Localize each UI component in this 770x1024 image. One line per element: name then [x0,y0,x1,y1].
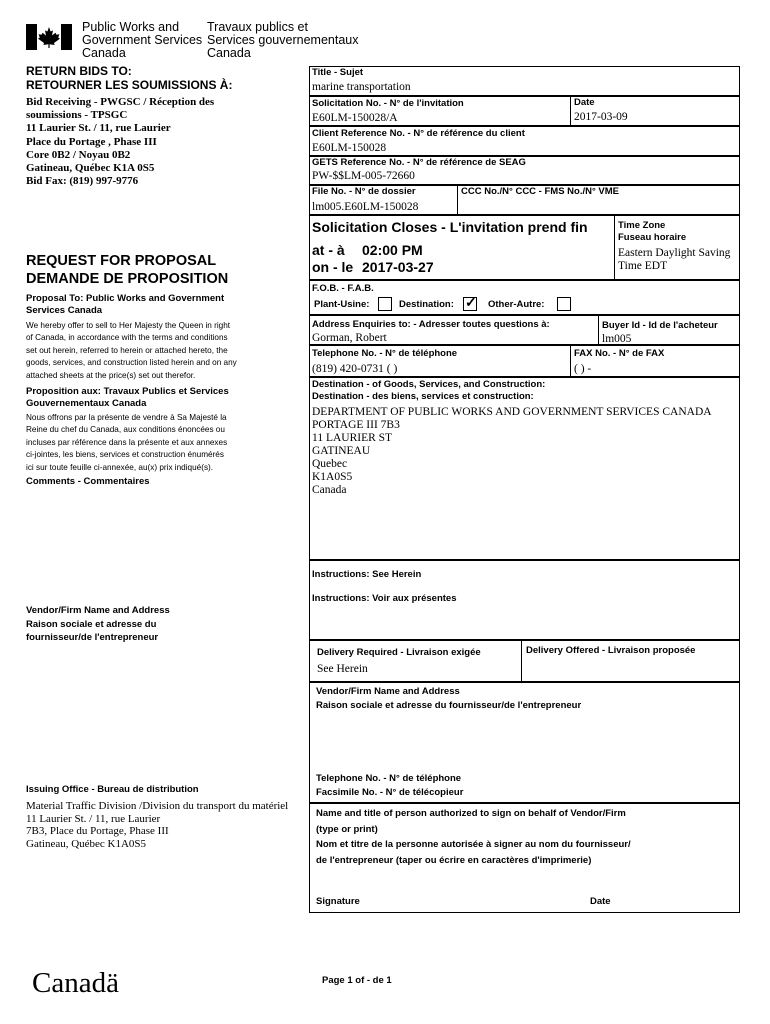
phone-fax-label: Telephone No. - N° de téléphone Facsimile No. - N° de télécopieur [316,773,464,798]
instructions-en: Instructions: See Herein [312,569,422,580]
solicitation-label: Solicitation No. - N° de l'invitation [312,98,464,109]
file-value[interactable]: lm005.E60LM-150028 [312,201,419,213]
date-value[interactable]: 2017-03-09 [574,111,628,123]
plant-checkbox[interactable] [378,297,392,311]
check-icon: ✓ [465,294,477,310]
signature-label: Signature [316,896,360,907]
file-label: File No. - N° de dossier [312,186,416,197]
department-name-en: Public Works and Government Services Canada [82,20,203,60]
other-checkbox[interactable] [557,297,571,311]
vendor-firm-label: Vendor/Firm Name and Address Raison sociale et adresse du fournisseur/de l'entrepreneur [316,686,582,711]
gets-value[interactable]: PW-$$LM-005-72660 [312,170,415,182]
return-bids-address: Bid Receiving - PWGSC / Réception des soumissions - TPSGC 11 Laurier St. / 11, rue Laurier Place du Portage , Phase III Core 0B2 / Noyau 0B2 Gatineau, Québec K1A 0S5 Bid Fax: (819) 997-9776 [26,96,215,188]
delivery-required-label: Delivery Required - Livraison exigée [317,647,481,658]
canada-flag-logo [26,24,72,50]
fax-label: FAX No. - N° de FAX [574,348,665,359]
issuing-office-address: Material Traffic Division /Division du transport du matériel 11 Laurier St. / 11, rue Laurier 7B3, Place du Portage, Phase III Gatineau, Québec K1A0S5 [26,800,289,850]
fax-value[interactable]: ( ) - [574,363,592,375]
canada-wordmark: Canadä [32,967,119,999]
comments-label: Comments - Commentaires [26,476,150,487]
destination-goods-label: Destination - of Goods, Services, and Construction: Destination - des biens, services et construction: [312,379,546,402]
rfp-title: REQUEST FOR PROPOSAL DEMANDE DE PROPOSITION [26,253,229,287]
solicitation-value[interactable]: E60LM-150028/A [312,112,398,124]
other-label: Other-Autre: [488,299,545,310]
closes-date[interactable]: 2017-03-27 [362,259,434,275]
issuing-office-label: Issuing Office - Bureau de distribution [26,784,199,795]
vendor-left-label: Vendor/Firm Name and Address Raison sociale et adresse du fournisseur/de l'entrepreneur [26,605,170,643]
client-ref-value[interactable]: E60LM-150028 [312,142,387,154]
page-number: Page 1 of - de 1 [322,975,392,986]
time-zone-label: Time Zone Fuseau horaire [618,220,687,243]
offer-text-en: We hereby offer to sell to Her Majesty the Queen in right of Canada, in accordance with the terms and conditions set out herein, referred to herein or attached hereto, the goods, services, and construction listed herein and on any attached sheets at the price(s) set out therefor. [26,321,237,380]
destination-label: Destination: [399,299,454,310]
client-ref-label: Client Reference No. - N° de référence du client [312,128,525,139]
title-label: Title - Sujet [312,67,364,78]
closes-title: Solicitation Closes - L'invitation prend fin [312,219,588,235]
title-value[interactable]: marine transportation [312,81,411,93]
address-enquiries-value[interactable]: Gorman, Robert [312,332,387,344]
instructions-fr: Instructions: Voir aux présentes [312,593,457,604]
telephone-label: Telephone No. - N° de téléphone [312,348,458,359]
buyer-label: Buyer Id - Id de l'acheteur [602,320,718,331]
date-label: Date [574,97,595,108]
closes-at-label: at - à [312,242,345,258]
delivery-required-value[interactable]: See Herein [317,663,368,675]
department-name-fr: Travaux publics et Services gouvernementaux Canada [207,20,359,60]
closes-time[interactable]: 02:00 PM [362,242,423,258]
signature-date-label: Date [590,896,611,907]
return-bids-title: RETURN BIDS TO: RETOURNER LES SOUMISSIONS À: [26,64,233,92]
closes-on-label: on - le [312,259,354,275]
buyer-value[interactable]: lm005 [602,333,632,345]
telephone-value[interactable]: (819) 420-0731 ( ) [312,363,398,375]
delivery-offered-label: Delivery Offered - Livraison proposée [526,645,696,656]
proposal-to: Proposal To: Public Works and Government Services Canada [26,293,225,316]
time-zone-value[interactable]: Eastern Daylight Saving Time EDT [618,247,731,272]
address-enquiries-label: Address Enquiries to: - Adresser toutes questions à: [312,319,550,330]
gets-label: GETS Reference No. - N° de référence de SEAG [312,157,526,168]
destination-goods-address[interactable]: DEPARTMENT OF PUBLIC WORKS AND GOVERNMENT SERVICES CANADA PORTAGE III 7B3 11 LAURIER ST GATINEAU Quebec K1A0S5 Canada [312,406,712,496]
plant-label: Plant-Usine: [314,299,370,310]
fob-label: F.O.B. - F.A.B. [312,283,374,294]
proposition-aux: Proposition aux: Travaux Publics et Services Gouvernementaux Canada [26,386,229,409]
ccc-label: CCC No./N° CCC - FMS No./N° VME [461,186,620,197]
offer-text-fr: Nous offrons par la présente de vendre à Sa Majesté la Reine du chef du Canada, aux conditions énoncées ou incluses par référence dans la présente et aux annexes ci-jointes, les biens, services et construction énumérés ici sur toute feuille ci-annexée, au(x) prix indiqué(s). [26,413,228,472]
authorized-signatory-label: Name and title of person authorized to sign on behalf of Vendor/Firm (type or print) Nom et titre de la personne autorisée à signer au nom du fournisseur/ de l'entrepreneur (taper ou écrire en caractères d'imprimerie) [316,808,631,866]
